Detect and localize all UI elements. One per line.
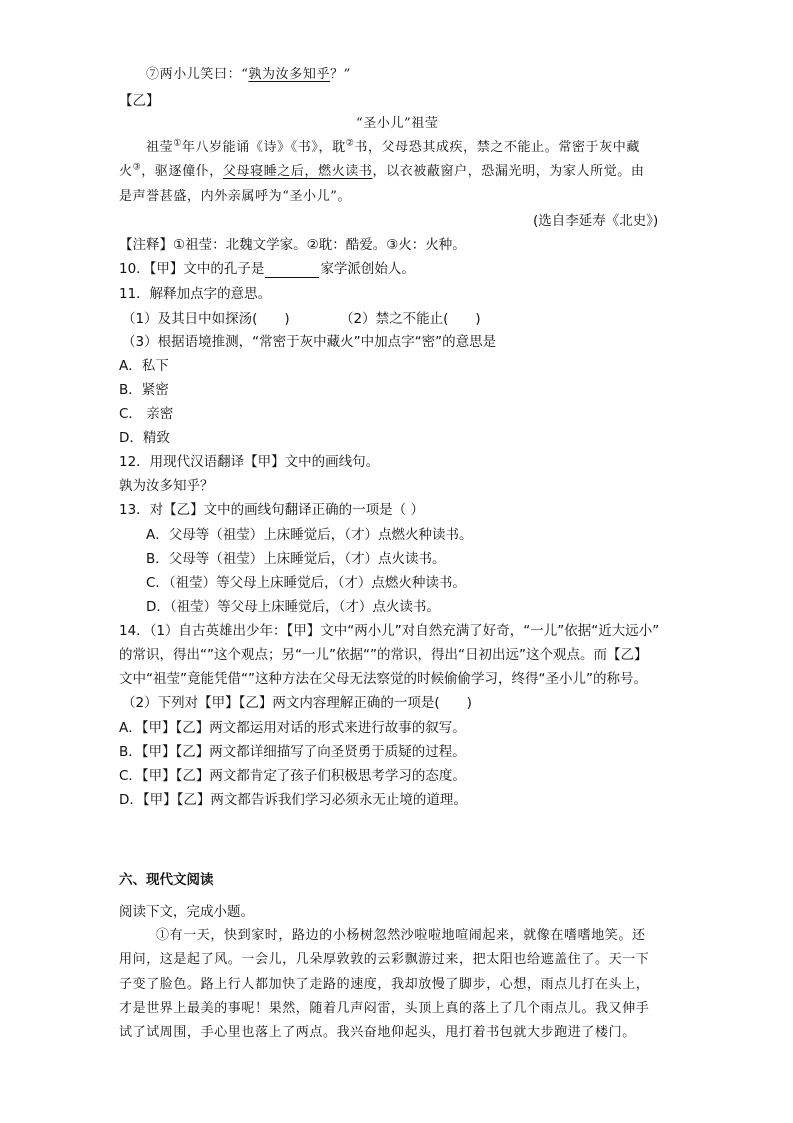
jia-underlined-quote: 孰为汝多知乎: [248, 67, 331, 82]
yi-text: 年八岁能诵《诗》《书》，耽: [181, 140, 346, 155]
question-14-line-2: 的常识，得出“”这个观点；另“一儿”依据“”的常识，得出“日初出远”这个观点。而【乙】: [119, 647, 648, 663]
q13-option-c: C．（祖莹）等父母上床睡觉后，（才）点燃火种读书。: [146, 575, 466, 591]
q10-text: 10．【甲】文中的孔子是: [119, 261, 265, 277]
reading-line-5: 试了试周围，手心里也落上了两点。我兴奋地仰起头，甩打着书包就大步跑进了楼门。: [119, 1025, 636, 1040]
question-14-line-3: 文中“祖莹”竟能凭借“”这种方法在父母无法察觉的时候偷偷学习，终得“圣小儿”的称号。: [119, 671, 647, 687]
reading-line-4: 才是世界上最美的事呢！果然，随着几声闷雷，头顶上真的落上了几个雨点儿。我又伸手: [119, 1001, 650, 1016]
yi-underlined-sentence: 父母寝睡之后，燃火读书: [222, 164, 373, 179]
yi-passage-line-2: [119, 163, 645, 181]
jia-last-line: [146, 66, 351, 84]
q13-option-a: A．父母等（祖莹）上床睡觉后，（才）点燃火种读书。: [146, 527, 473, 543]
yi-title: “圣小儿”祖莹: [356, 116, 439, 131]
q14-option-a: A．【甲】【乙】两文都运用对话的形式来进行故事的叙写。: [119, 720, 466, 736]
question-11-part-3: （3）根据语境推测，“常密于灰中藏火”中加点字“密”的意思是: [122, 334, 497, 350]
question-14-part-2: （2）下列对【甲】【乙】两文内容理解正确的一项是( ): [122, 695, 472, 711]
q10-text: 家学派创始人。: [320, 261, 415, 277]
question-11-part-1: （1）及其日中如探汤( ): [122, 311, 290, 327]
yi-text: ，以衣被蔽窗户，恐漏光明，为家人所觉。由: [372, 164, 645, 179]
q14-option-d: D．【甲】【乙】两文都告诉我们学习必须永无止境的道理。: [119, 792, 467, 808]
notes: 【注释】①祖莹：北魏文学家。②耽：酷爱。③火：火种。: [119, 237, 466, 253]
q13-option-b: B．父母等（祖莹）上床睡觉后，（才）点火读书。: [146, 551, 446, 567]
q10-answer-blank[interactable]: [265, 263, 319, 278]
yi-passage-line-1: [146, 139, 640, 157]
q11-option-b: B．紧密: [119, 382, 169, 398]
yi-source: (选自李延寿《北史》): [533, 213, 659, 229]
note-marker-2: ②: [345, 138, 355, 149]
question-12-stem: 12．用现代汉语翻译【甲】文中的画线句。: [119, 454, 380, 470]
q11-option-d: D．精致: [119, 430, 170, 446]
yi-text: 祖莹: [146, 140, 174, 155]
jia-line-suffix: ？”: [330, 67, 351, 82]
yi-text: 火: [119, 164, 133, 179]
reading-line-3: 子变了脸色。路上行人都加快了走路的速度，我却放慢了脚步，心想，雨点儿打在头上，: [119, 977, 650, 992]
note-marker-1: ①: [173, 138, 182, 149]
q11-option-c: C． 亲密: [119, 406, 174, 422]
yi-passage-line-3: 是声誉甚盛，内外亲属呼为“圣小儿”。: [119, 189, 352, 204]
reading-line-2: 用问，这是起了风。一会儿，几朵厚敦敦的云彩飘游过来，把太阳也给遮盖住了。天一下: [119, 952, 650, 967]
q13-option-d: D．（祖莹）等父母上床睡觉后，（才）点火读书。: [146, 599, 440, 615]
q11-option-a: A．私下: [119, 358, 169, 374]
question-10: [119, 260, 415, 278]
question-11-part-2: （2）禁之不能止( ): [340, 311, 481, 327]
yi-label: 【乙】: [119, 93, 160, 109]
question-12-sentence: 孰为汝多知乎？: [119, 478, 214, 494]
question-13-stem: 13．对【乙】文中的画线句翻译正确的一项是（ ）: [119, 502, 424, 518]
section-6-heading: 六、现代文阅读: [119, 872, 214, 888]
note-marker-3: ③: [132, 162, 142, 173]
yi-text: ，驱逐僮仆，: [141, 164, 223, 179]
q14-option-c: C．【甲】【乙】两文都肯定了孩子们积极思考学习的态度。: [119, 768, 466, 784]
jia-line-prefix: ⑦两小儿笑曰：“: [146, 67, 249, 82]
question-14-line-1: 14．（1）自古英雄出少年：【甲】文中“两小儿”对自然充满了好奇，“一儿”依据“近大远小”: [119, 623, 660, 639]
reading-line-1: ①有一天，快到家时，路边的小杨树忽然沙啦啦地喧闹起来，就像在嗜嗜地笑。还: [156, 928, 646, 943]
section-6-instruction: 阅读下文，完成小题。: [119, 904, 254, 920]
q14-option-b: B．【甲】【乙】两文都详细描写了向圣贤勇于质疑的过程。: [119, 744, 466, 760]
question-11-stem: 11．解释加点字的意思。: [119, 286, 272, 302]
yi-text: 书，父母恐其成疾，禁之不能止。常密于灰中藏: [354, 140, 640, 155]
